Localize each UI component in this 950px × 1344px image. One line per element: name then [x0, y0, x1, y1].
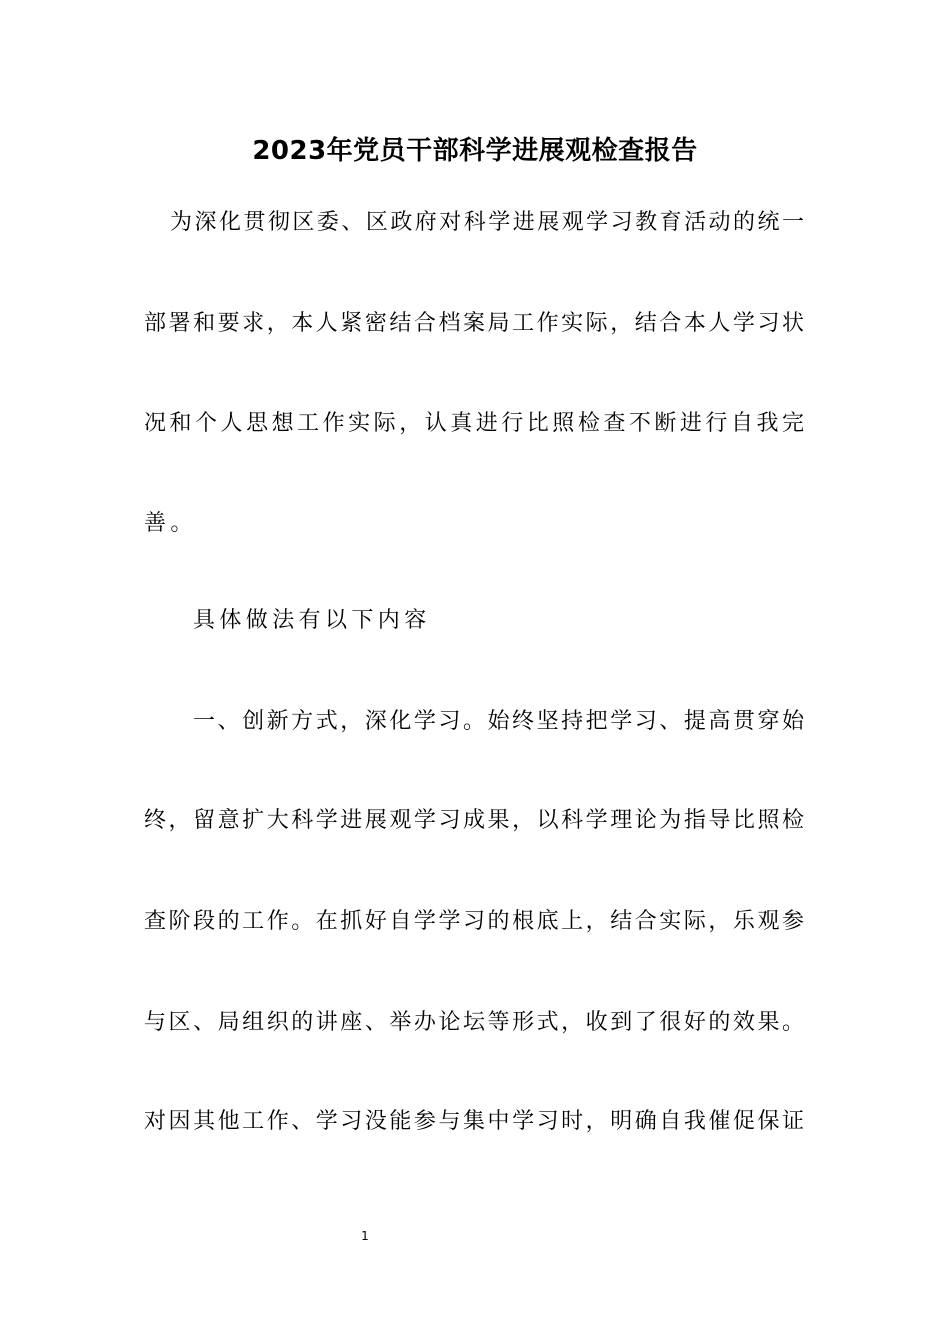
paragraph-line: 为深化贯彻区委、区政府对科学进展观学习教育活动的统一 [170, 210, 804, 235]
paragraph-line: 况和个人思想工作实际，认真进行比照检查不断进行自我完 [144, 411, 804, 436]
paragraph-line: 对因其他工作、学习没能参与集中学习时，明确自我催促保证 [144, 1109, 804, 1134]
paragraph-line: 部署和要求，本人紧密结合档案局工作实际，结合本人学习状 [144, 311, 804, 336]
paragraph-line: 具体做法有以下内容 [193, 608, 431, 633]
paragraph-line: 终，留意扩大科学进展观学习成果，以科学理论为指导比照检 [144, 808, 804, 833]
paragraph-line: 与区、局组织的讲座、举办论坛等形式，收到了很好的效果。 [144, 1010, 804, 1035]
paragraph-line: 查阶段的工作。在抓好自学学习的根底上，结合实际，乐观参 [144, 909, 804, 934]
document-title: 2023年党员干部科学进展观检查报告 [252, 136, 698, 166]
paragraph-line: 善。 [144, 511, 197, 536]
page-number: 1 [361, 1229, 369, 1243]
paragraph-line: 一、创新方式，深化学习。始终坚持把学习、提高贯穿始 [193, 709, 804, 734]
